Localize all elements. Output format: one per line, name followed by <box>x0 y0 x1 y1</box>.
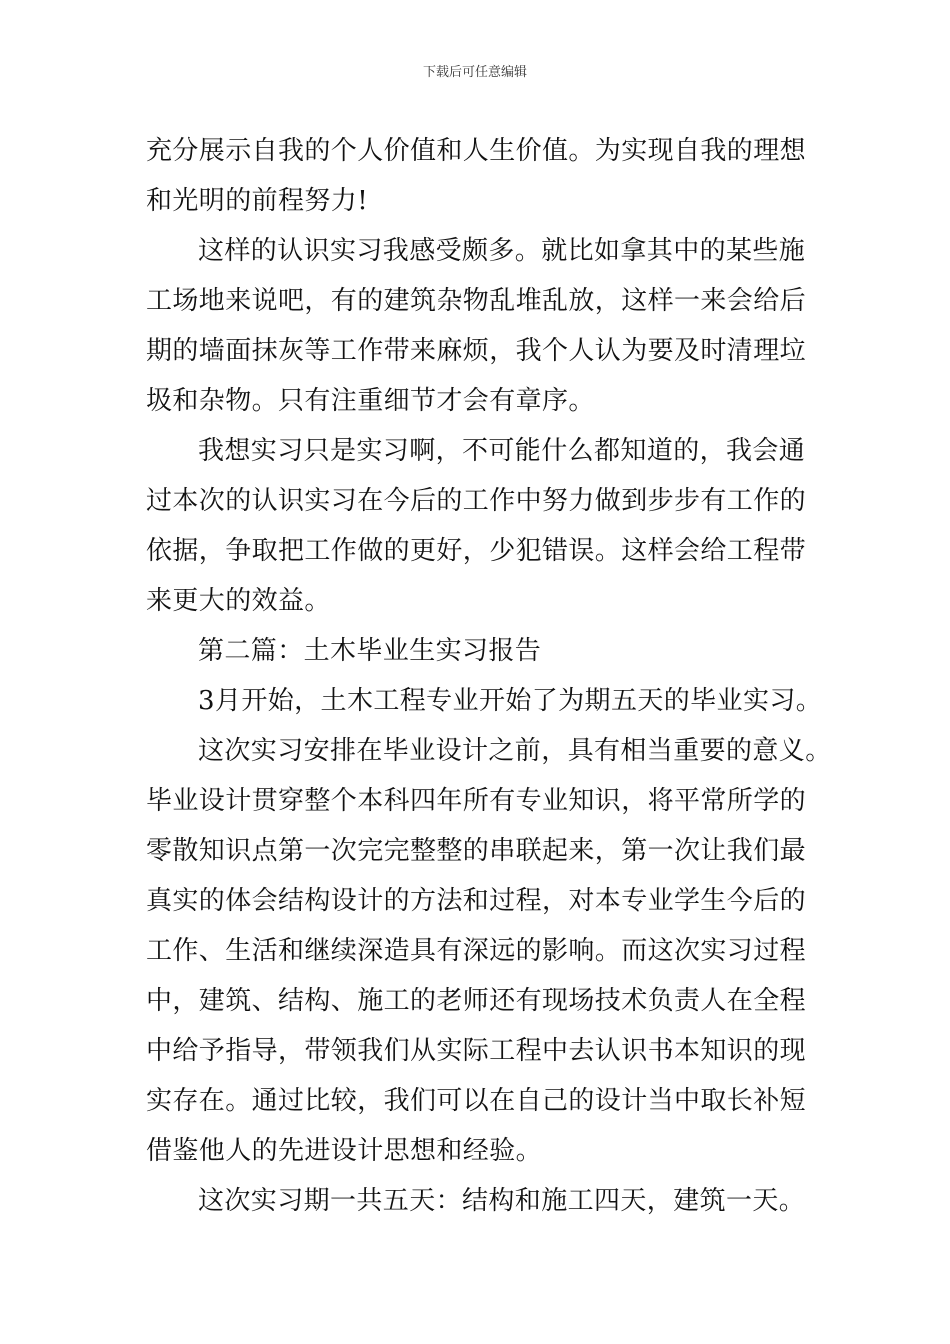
text-line: 这次实习安排在毕业设计之前，具有相当重要的意义。 <box>198 736 832 766</box>
text-line: 这样的认识实习我感受颇多。就比如拿其中的某些施 <box>198 236 806 266</box>
text-line: 过本次的认识实习在今后的工作中努力做到步步有工作的 <box>146 486 807 516</box>
text-line: 零散知识点第一次完完整整的串联起来，第一次让我们最 <box>146 836 807 866</box>
text-line: 第二篇：土木毕业生实习报告 <box>198 636 542 666</box>
document-body <box>146 126 832 1226</box>
text-line: 期的墙面抹灰等工作带来麻烦，我个人认为要及时清理垃 <box>146 336 807 366</box>
text-line: 充分展示自我的个人价值和人生价值。为实现自我的理想 <box>146 136 807 166</box>
text-line: 这次实习期一共五天：结构和施工四天，建筑一天。 <box>198 1186 806 1216</box>
text-line: 工作、生活和继续深造具有深远的影响。而这次实习过程 <box>146 936 807 966</box>
text-line: 我想实习只是实习啊，不可能什么都知道的，我会通 <box>198 436 806 466</box>
text-line: 中，建筑、结构、施工的老师还有现场技术负责人在全程 <box>146 986 807 1016</box>
page-header: 下载后可任意编辑 <box>422 65 527 80</box>
text-line: 依据，争取把工作做的更好，少犯错误。这样会给工程带 <box>146 536 807 566</box>
text-line: 毕业设计贯穿整个本科四年所有专业知识，将平常所学的 <box>146 786 807 816</box>
text-line: 中给予指导，带领我们从实际工程中去认识书本知识的现 <box>146 1036 807 1066</box>
text-line: 工场地来说吧，有的建筑杂物乱堆乱放，这样一来会给后 <box>146 286 807 316</box>
text-line: 来更大的效益。 <box>146 586 331 616</box>
text-line: 真实的体会结构设计的方法和过程，对本专业学生今后的 <box>146 886 807 916</box>
text-line: 3月开始，土木工程专业开始了为期五天的毕业实习。 <box>198 686 823 716</box>
text-line: 和光明的前程努力! <box>146 186 369 216</box>
text-line: 借鉴他人的先进设计思想和经验。 <box>146 1136 543 1166</box>
text-line: 实存在。通过比较，我们可以在自己的设计当中取长补短 <box>146 1086 807 1116</box>
text-line: 圾和杂物。只有注重细节才会有章序。 <box>146 386 595 416</box>
